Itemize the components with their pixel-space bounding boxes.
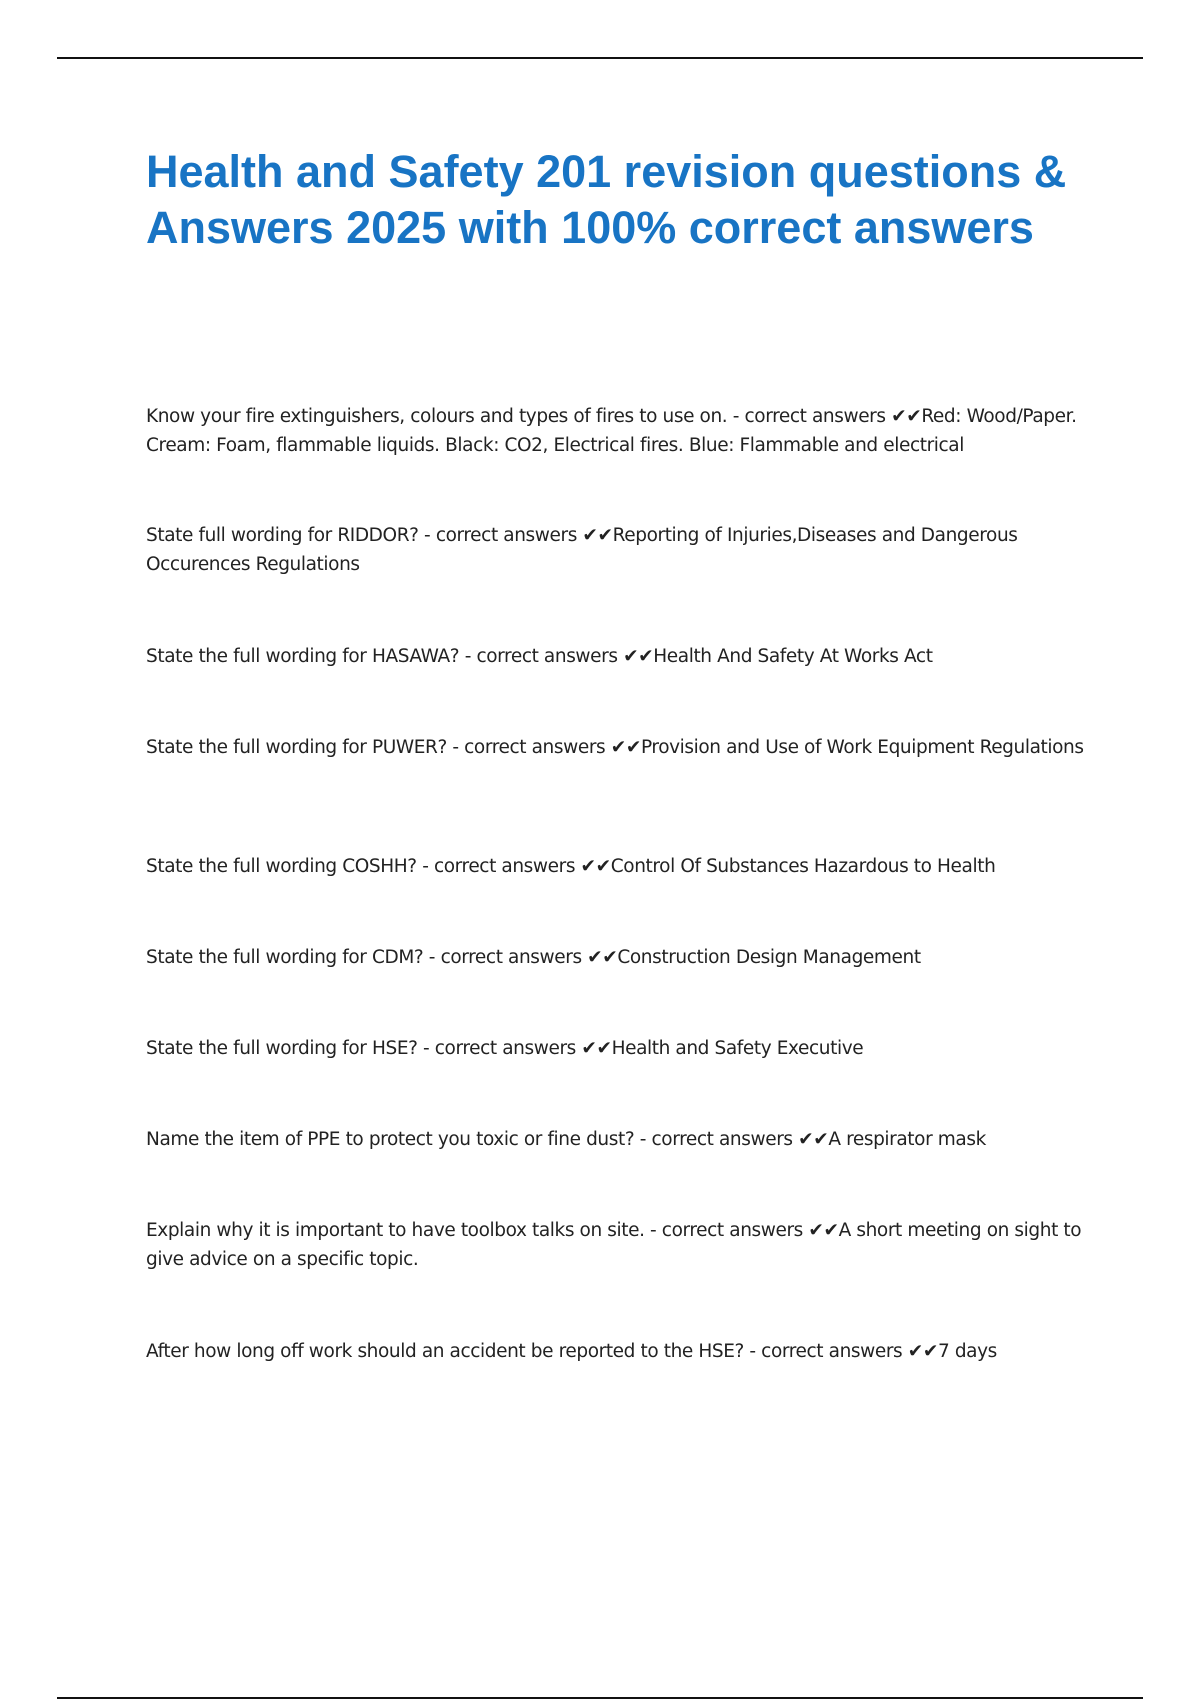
answer-separator: - correct answers ✔✔ (459, 646, 654, 667)
qa-item (146, 852, 1091, 881)
question-text: Know your fire extinguishers, colours and types of fires to use on. (146, 406, 728, 427)
answer-separator: - correct answers ✔✔ (634, 1129, 829, 1150)
question-text: Name the item of PPE to protect you toxic or fine dust? (146, 1129, 635, 1150)
qa-item (146, 943, 1091, 972)
document-title: Health and Safety 201 revision questions & Answers 2025 with 100% correct answers (146, 146, 1067, 253)
question-text: State full wording for RIDDOR? (146, 525, 419, 546)
qa-item (146, 521, 1091, 579)
question-text: State the full wording for HSE? (146, 1038, 418, 1059)
top-rule (57, 57, 1143, 59)
answer-text: Control Of Substances Hazardous to Health (610, 856, 996, 877)
answer-separator: - correct answers ✔✔ (743, 1341, 938, 1362)
question-text: State the full wording for PUWER? (146, 737, 447, 758)
bottom-rule (57, 1697, 1143, 1699)
qa-item (146, 1125, 1091, 1154)
answer-text: Health and Safety Executive (611, 1038, 864, 1059)
qa-item (146, 402, 1091, 460)
question-text: State the full wording for CDM? (146, 947, 424, 968)
answer-separator: - correct answers ✔✔ (417, 1038, 612, 1059)
answer-text: Red: Wood/Paper. Cream: Foam, flammable liquids. Black: CO2, Electrical fires. Blue: Flammable and electrical (146, 406, 1077, 456)
answer-text: Reporting of Injuries,Diseases and Dangerous Occurences Regulations (146, 525, 1018, 575)
answer-text: 7 days (937, 1341, 997, 1362)
answer-separator: - correct answers ✔✔ (416, 856, 611, 877)
answer-separator: - correct answers ✔✔ (727, 406, 922, 427)
answer-text: Provision and Use of Work Equipment Regulations (640, 737, 1084, 758)
qa-item (146, 1337, 1091, 1366)
qa-item (146, 1034, 1091, 1063)
question-text: State the full wording COSHH? (146, 856, 417, 877)
answer-text: Construction Design Management (617, 947, 921, 968)
qa-item (146, 1216, 1091, 1274)
answer-separator: - correct answers ✔✔ (446, 737, 641, 758)
question-text: Explain why it is important to have toolbox talks on site. (146, 1220, 645, 1241)
answer-text: A respirator mask (828, 1129, 986, 1150)
answer-text: A short meeting on sight to give advice on a specific topic. (146, 1220, 1082, 1270)
question-text: State the full wording for HASAWA? (146, 646, 460, 667)
answer-separator: - correct answers ✔✔ (418, 525, 613, 546)
answer-separator: - correct answers ✔✔ (644, 1220, 839, 1241)
qa-item (146, 733, 1091, 762)
qa-item (146, 642, 1091, 671)
question-text: After how long off work should an accident be reported to the HSE? (146, 1341, 744, 1362)
answer-separator: - correct answers ✔✔ (423, 947, 618, 968)
answer-text: Health And Safety At Works Act (653, 646, 933, 667)
